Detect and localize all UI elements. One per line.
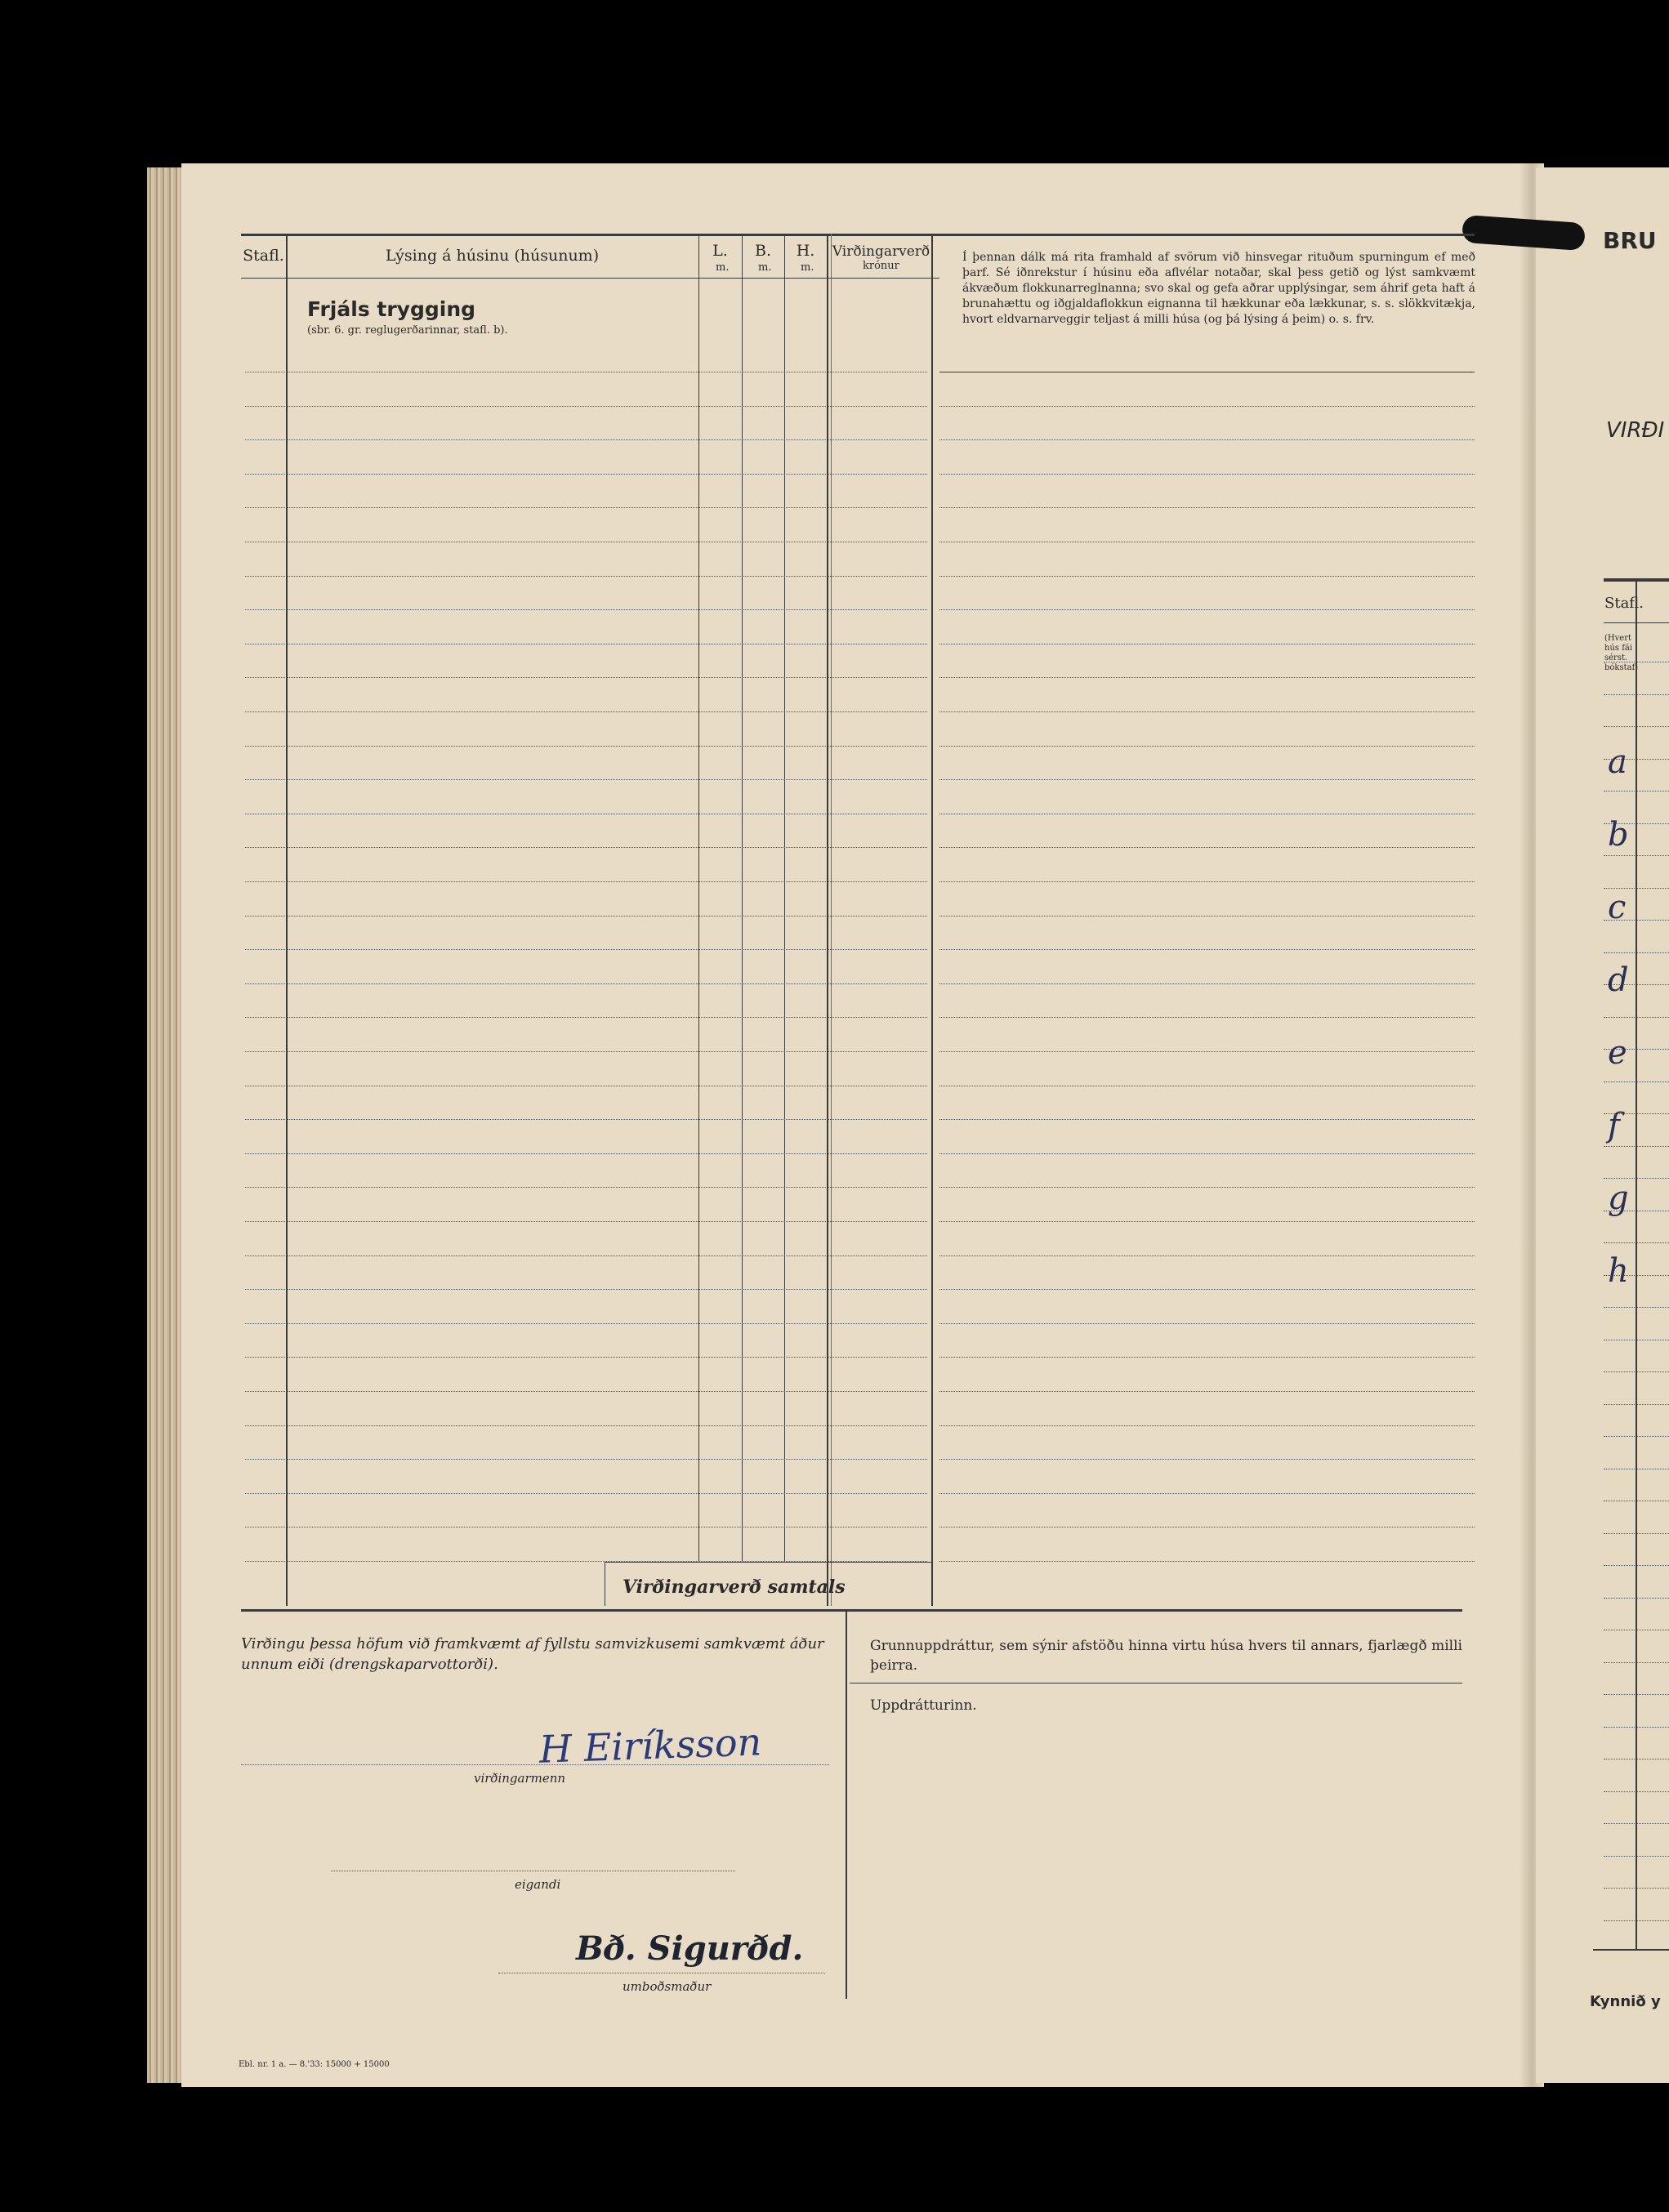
note-row-rule <box>939 1187 1475 1188</box>
handwritten-letter: d <box>1608 961 1629 999</box>
table-row-rule <box>245 677 927 678</box>
note-row-rule <box>939 439 1475 440</box>
note-row-rule <box>939 881 1475 882</box>
table-row-rule <box>245 1051 927 1052</box>
table-row-rule <box>245 1221 927 1222</box>
handwritten-letter: g <box>1608 1180 1629 1217</box>
header-lysing: Lýsing á húsinu (húsunum) <box>385 247 600 265</box>
right-page <box>1536 167 1669 2083</box>
table-row-rule <box>245 439 927 440</box>
grunnuppdrattur-text: Grunnuppdráttur, sem sýnir afstöðu hinna virtu húsa hvers til annars, fjarlægð milli þeirra. <box>870 1638 1462 1674</box>
note-row-rule <box>939 1493 1475 1494</box>
right-stafl-divider <box>1636 578 1637 1951</box>
table-row-rule <box>245 1255 927 1256</box>
table-row-rule <box>245 1357 927 1358</box>
oath-text: Virðingu þessa höfum við framkvæmt af fyllstu samvizkusemi samkvæmt áður unnum eiði (drengskaparvottorði). <box>241 1635 824 1673</box>
note-row-rule <box>939 711 1475 712</box>
right-page-title: BRU <box>1603 227 1657 254</box>
bottom-center-divider <box>846 1611 847 1999</box>
table-row-rule <box>245 474 927 475</box>
instruction-note: Í þennan dálk má rita framhald af svörum við hinsvegar rituðum spurningum ef með þarf. Sé iðnrekstur í húsinu eða aflvélar notaðar, skal þess getið og lýst samkvæmt ákvæðum flokkunarreglnanna; svo skal og gefa aðrar upplýsingar, sem áhrif geta haft á brunahættu og iðgjaldaflokkun eignanna til hækkunar eða lækkunar, s. s. slökkvitækja, hvort eldvarnarveggir teljast á milli húsa (og þá lýsing á þeim) o. s. frv. <box>962 251 1475 326</box>
right-table-bottom <box>1593 1949 1669 1951</box>
note-row-rule <box>939 1119 1475 1120</box>
header-virdingarverd: Virðingarverð <box>832 243 930 260</box>
note-row-rule <box>939 779 1475 780</box>
handwritten-letter: h <box>1608 1252 1629 1290</box>
note-row-rule <box>939 1561 1475 1562</box>
handwritten-letter: c <box>1608 889 1627 926</box>
col-divider-lysing <box>698 234 699 1561</box>
table-row-rule <box>245 609 927 610</box>
note-row-rule <box>939 406 1475 407</box>
table-row-rule <box>245 1459 927 1460</box>
table-header-rule <box>241 278 939 279</box>
note-row-rule <box>939 677 1475 678</box>
note-row-rule <box>939 1323 1475 1324</box>
form-page <box>181 163 1529 2087</box>
note-row-rule <box>939 1221 1475 1222</box>
handwritten-letter: f <box>1608 1107 1620 1144</box>
note-row-rule <box>939 746 1475 747</box>
signature-umbodsmadur: Bð. Sigurðd. <box>576 1929 804 1968</box>
note-row-rule <box>939 983 1475 984</box>
header-stafl: Stafl. <box>243 247 284 265</box>
table-row-rule <box>245 779 927 780</box>
note-row-rule <box>939 1153 1475 1154</box>
note-row-rule <box>939 847 1475 848</box>
total-label: Virðingarverð samtals <box>623 1576 846 1598</box>
total-rule <box>605 1562 931 1563</box>
table-row-rule <box>245 847 927 848</box>
grunnuppdrattur-rule <box>850 1683 1462 1684</box>
header-h-unit: m. <box>801 261 814 274</box>
table-row-rule <box>245 406 927 407</box>
header-h: H. <box>796 242 815 260</box>
table-row-rule <box>245 1493 927 1494</box>
note-row-rule <box>939 1017 1475 1018</box>
label-eigandi: eigandi <box>515 1877 561 1892</box>
header-b-unit: m. <box>758 261 772 274</box>
table-row-rule <box>245 1323 927 1324</box>
label-virdingarmenn: virðingarmenn <box>474 1771 566 1786</box>
note-row-rule <box>939 1255 1475 1256</box>
note-row-rule <box>939 1425 1475 1426</box>
section-subtitle: (sbr. 6. gr. reglugerðarinnar, stafl. b). <box>307 324 508 337</box>
table-row-rule <box>245 1187 927 1188</box>
col-divider-l <box>742 234 743 1561</box>
bottom-section-rule <box>241 1609 1462 1612</box>
table-row-rule <box>245 881 927 882</box>
header-b: B. <box>754 242 771 260</box>
note-row-rule <box>939 1357 1475 1358</box>
table-row-rule <box>245 746 927 747</box>
label-umbodsmadur: umboðsmaður <box>623 1979 712 1994</box>
handwritten-letter: b <box>1608 816 1629 854</box>
table-row-rule <box>245 1017 927 1018</box>
table-top-rule <box>241 234 1475 236</box>
note-row-rule <box>939 576 1475 577</box>
table-row-rule <box>245 1119 927 1120</box>
col-divider-verd <box>931 234 933 1606</box>
table-row-rule <box>245 1425 927 1426</box>
note-row-rule <box>939 1051 1475 1052</box>
header-kronur: krónur <box>863 260 899 272</box>
section-title: Frjáls trygging <box>307 297 476 321</box>
footer-print-info: Ebl. nr. 1 a. — 8.'33: 15000 + 15000 <box>239 2060 390 2069</box>
table-row-rule <box>245 711 927 712</box>
table-row-rule <box>245 576 927 577</box>
note-row-rule <box>939 474 1475 475</box>
table-row-rule <box>245 1289 927 1290</box>
handwritten-letter: e <box>1608 1034 1627 1072</box>
right-kynnid: Kynnið y <box>1590 1993 1661 2010</box>
note-row-rule <box>939 949 1475 950</box>
right-page-virdi: VIRÐI <box>1606 418 1665 443</box>
table-row-rule <box>245 507 927 508</box>
uppdratturinn-label: Uppdrátturinn. <box>870 1697 977 1714</box>
note-row-rule <box>939 1459 1475 1460</box>
table-row-rule <box>245 983 927 984</box>
header-l-unit: m. <box>716 261 730 274</box>
right-stafl-label: Stafl. <box>1604 595 1644 612</box>
header-l: L. <box>712 242 728 260</box>
table-row-rule <box>245 949 927 950</box>
table-row-rule <box>245 1391 927 1392</box>
note-row-rule <box>939 609 1475 610</box>
note-row-rule <box>939 1391 1475 1392</box>
note-row-rule <box>939 1289 1475 1290</box>
table-row-rule <box>245 1153 927 1154</box>
signature-virdingarmenn: H Eiríksson <box>538 1719 762 1772</box>
note-row-rule <box>939 507 1475 508</box>
col-divider-b <box>784 234 785 1561</box>
right-hvert-note: (Hvert hús fái sérst. bókstaf) <box>1604 634 1639 672</box>
book-page-edges <box>147 167 184 2083</box>
handwritten-letter: a <box>1608 743 1627 781</box>
